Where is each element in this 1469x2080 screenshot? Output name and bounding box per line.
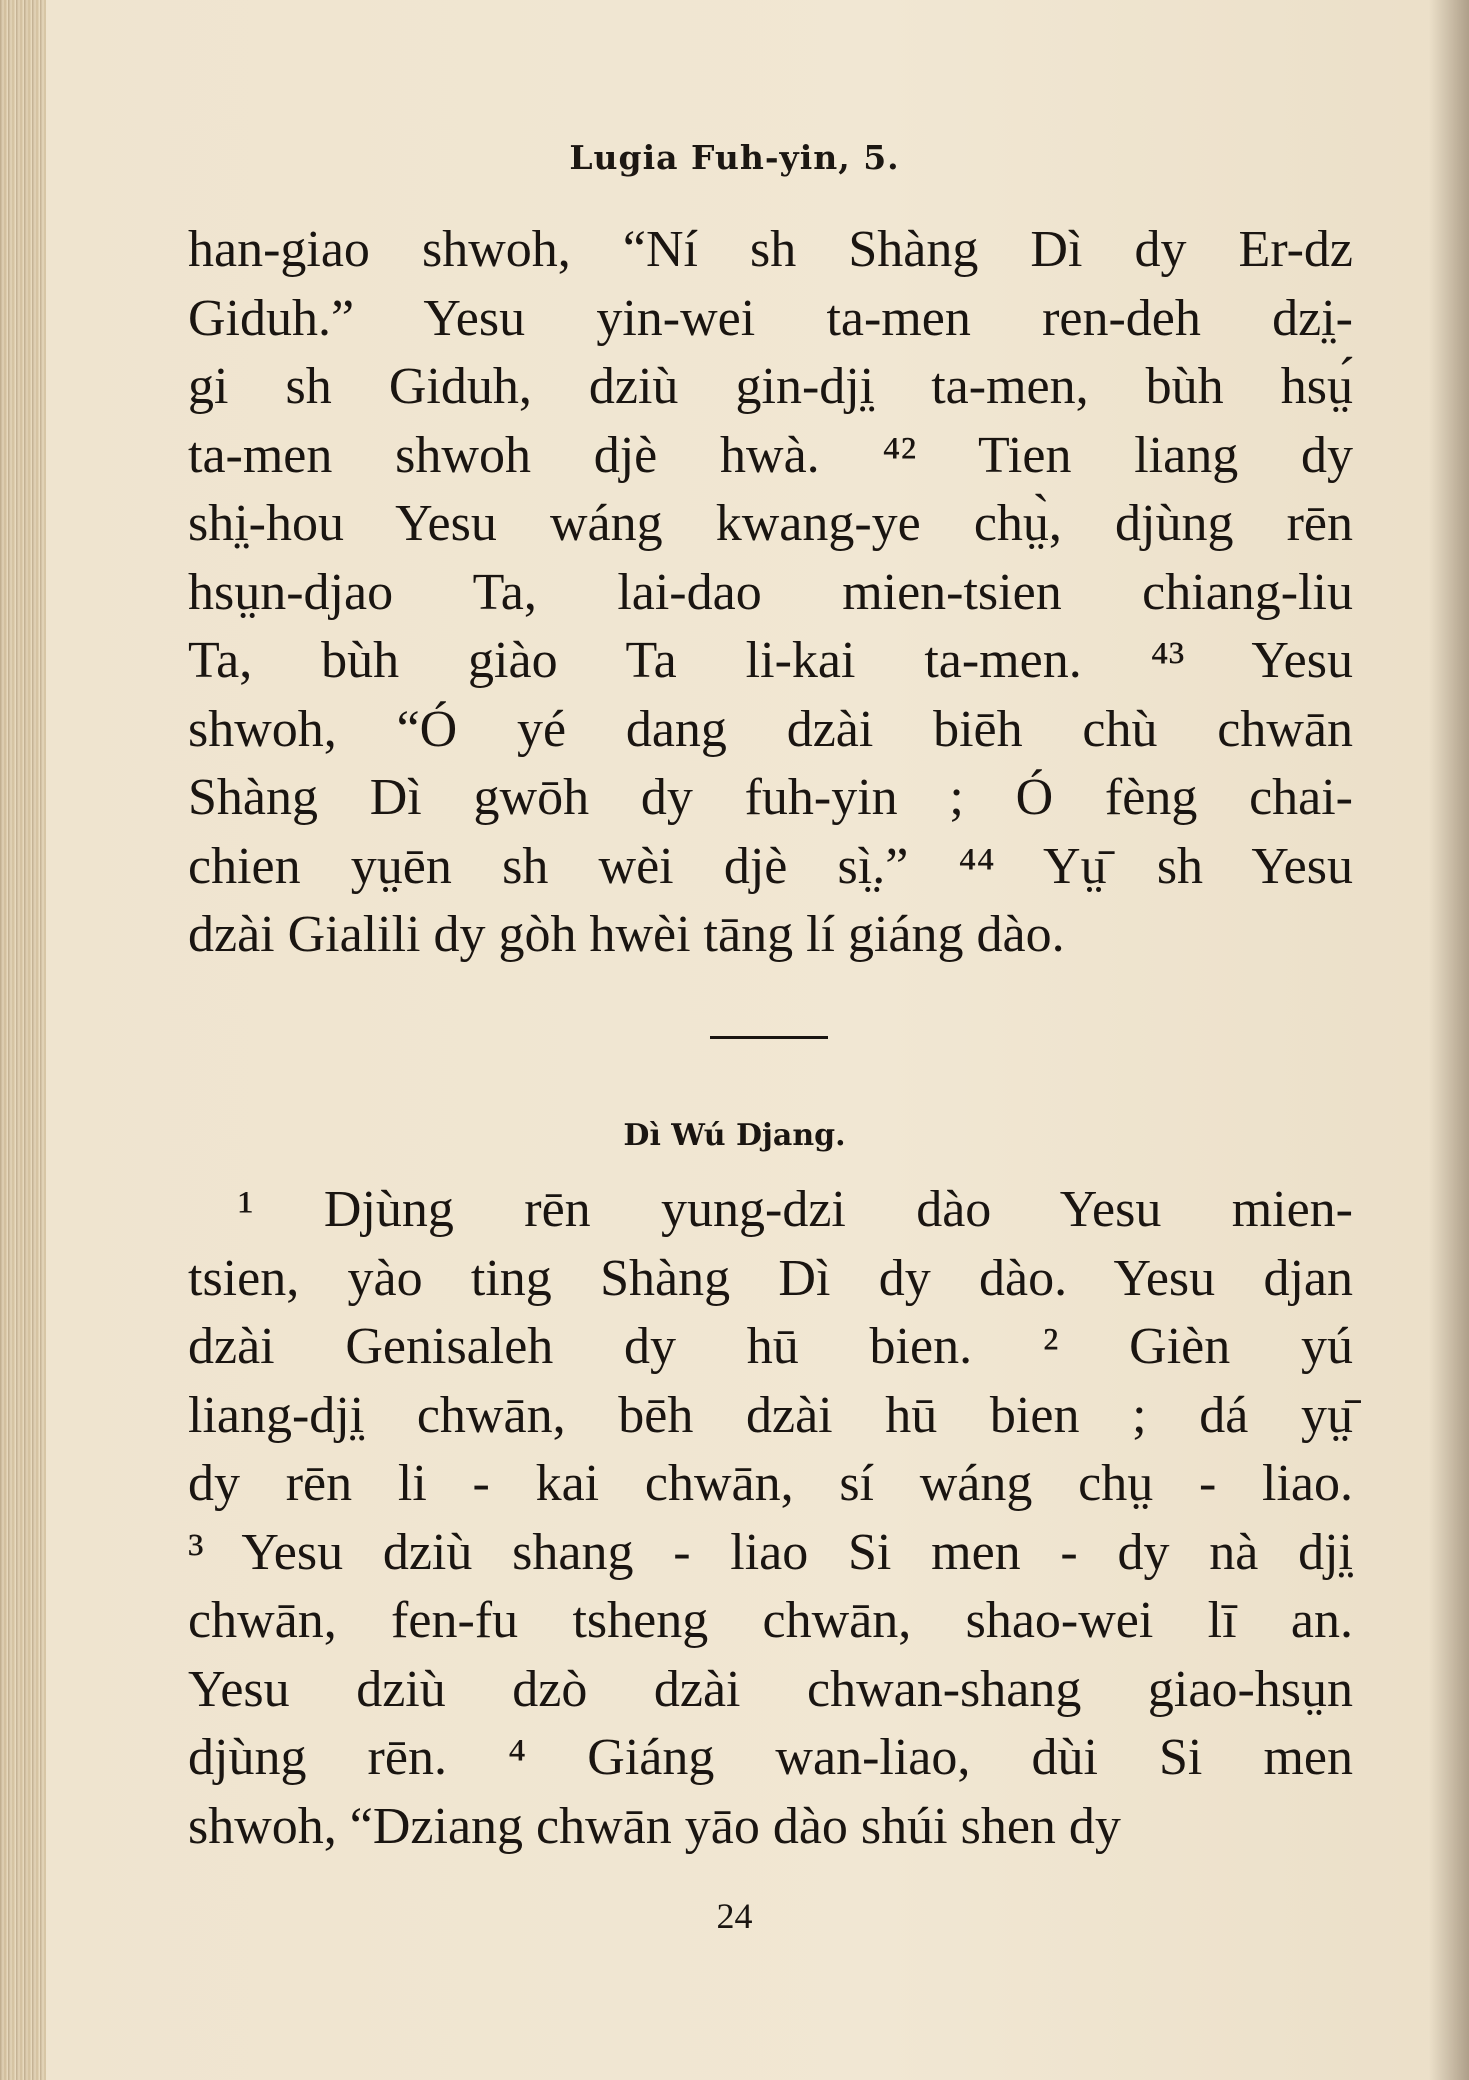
page-edge-stack (0, 0, 46, 2080)
text-line: han-giao shwoh, “Ní sh Shàng Dì dy Er-dz (188, 221, 1353, 278)
text-line: gi sh Giduh, dziù gin-dji̤ ta-men, bùh hsṳ́ (188, 358, 1353, 415)
text-line: liang-dji̤ chwān, bēh dzài hū bien ; dá yṳ̄ (188, 1386, 1353, 1444)
text-block-verses (188, 216, 1353, 970)
text-line: tsien, yào ting Shàng Dì dy dào. Yesu djan (188, 1249, 1353, 1307)
text-line: shwoh, “Dziang chwān yāo dào shúi shen dy (188, 1797, 1121, 1855)
text-block-chapter (188, 1176, 1353, 1861)
running-head: Lugia Fuh-yin, 5. (569, 138, 900, 177)
text-line: shi̤-hou Yesu wáng kwang-ye chṳ̀, djùng rēn (188, 495, 1353, 552)
section-divider (710, 1036, 828, 1039)
text-line: ³ Yesu dziù shang - liao Si men - dy nà dji̤ (188, 1523, 1353, 1581)
chapter-heading: Dì Wú Djang. (623, 1118, 846, 1153)
text-line: dy rēn li - kai chwān, sí wáng chṳ - liao. (188, 1455, 1353, 1512)
text-line: ta-men shwoh djè hwà. ⁴² Tien liang dy (188, 426, 1353, 484)
text-line: Giduh.” Yesu yin-wei ta-men ren-deh dzi̤- (188, 289, 1353, 347)
page-number: 24 (716, 1896, 753, 1936)
text-line: Yesu dziù dzò dzài chwan-shang giao-hsṳn (188, 1660, 1353, 1718)
text-line: djùng rēn. ⁴ Giáng wan-liao, dùi Si men (188, 1729, 1353, 1786)
text-line: shwoh, “Ó yé dang dzài biēh chù chwān (188, 700, 1353, 758)
text-line: ¹ Djùng rēn yung-dzi dào Yesu mien- (238, 1181, 1353, 1238)
text-line: dzài Genisaleh dy hū bien. ² Gièn yú (188, 1318, 1353, 1375)
text-line: chien yṳēn sh wèi djè sì̤.” ⁴⁴ Yṳ̄ sh Yesu (188, 837, 1353, 895)
text-line: dzài Gialili dy gòh hwèi tāng lí giáng dào. (188, 906, 1065, 963)
text-line: chwān, fen-fu tsheng chwān, shao-wei lī an. (188, 1592, 1353, 1649)
gutter-shadow (1429, 0, 1469, 2080)
text-line: Shàng Dì gwōh dy fuh-yin ; Ó fèng chai- (188, 769, 1353, 826)
text-line: hsṳn-djao Ta, lai-dao mien-tsien chiang-liu (188, 563, 1353, 621)
text-line: Ta, bùh giào Ta li-kai ta-men. ⁴³ Yesu (188, 632, 1353, 689)
